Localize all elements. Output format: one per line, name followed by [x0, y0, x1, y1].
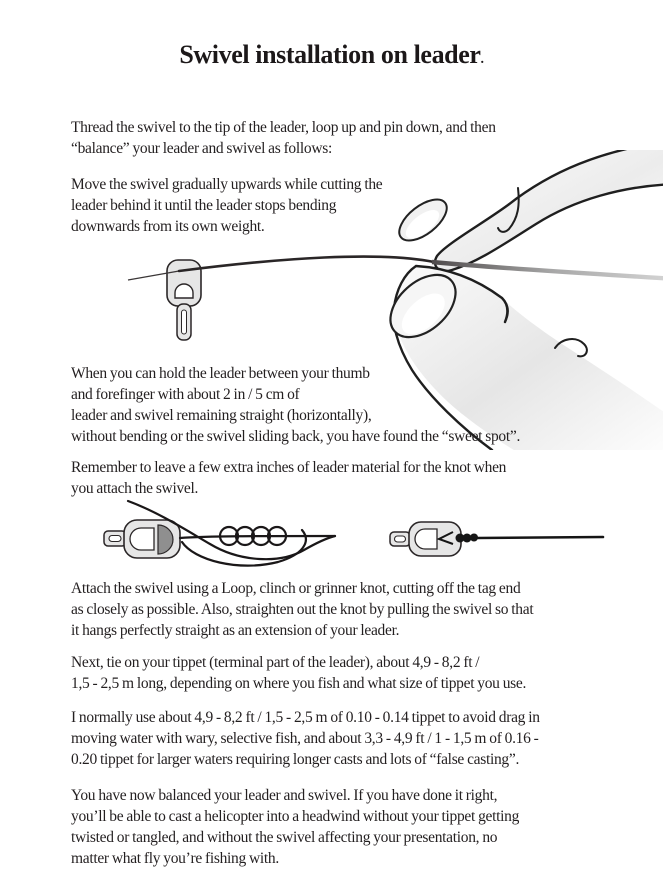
text-line: You have now balanced your leader and swivel. If you have done it right,	[71, 787, 498, 804]
figure-clinch-knot	[98, 498, 343, 583]
page-title	[0, 40, 663, 70]
text-line: “balance” your leader and swivel as follows:	[71, 140, 332, 157]
swivel-horizontal	[390, 522, 461, 556]
paragraph-remember	[71, 457, 506, 499]
paragraph-tippet	[71, 652, 526, 694]
text-line: leader and swivel remaining straight (horizontally),	[71, 407, 372, 424]
text-line: Move the swivel gradually upwards while cutting the	[71, 176, 383, 193]
text-line: moving water with wary, selective fish, and about 3,3 - 4,9 ft / 1 - 1,5 m of 0.16 -	[71, 730, 539, 747]
text-line: you’ll be able to cast a helicopter into a headwind without your tippet getting	[71, 808, 520, 825]
knot-blob	[456, 534, 479, 543]
text-line: Next, tie on your tippet (terminal part of the leader), about 4,9 - 8,2 ft /	[71, 654, 480, 671]
figure-finished-knot	[385, 512, 610, 567]
forefinger-nail	[392, 192, 453, 249]
leader-line-main	[179, 257, 434, 271]
text-line: Thread the swivel to the tip of the leader, loop up and pin down, and then	[71, 119, 496, 136]
text-line: 1,5 - 2,5 m long, depending on where you fish and what size of tippet you use.	[71, 675, 527, 692]
text-line: and forefinger with about 2 in / 5 cm of	[71, 386, 300, 403]
text-line: matter what fly you’re fishing with.	[71, 850, 279, 867]
text-line: it hangs perfectly straight as an extension of your leader.	[71, 622, 400, 639]
swivel-horizontal	[104, 520, 180, 558]
text-line: I normally use about 4,9 - 8,2 ft / 1,5 - 2,5 m of 0.10 - 0.14 tippet to avoid drag in	[71, 709, 540, 726]
text-line: Remember to leave a few extra inches of leader material for the knot when	[71, 459, 507, 476]
text-line: leader behind it until the leader stops bending	[71, 197, 337, 214]
text-line: 0.20 tippet for larger waters requiring longer casts and lots of “false casting”.	[71, 751, 520, 768]
text-line: downwards from its own weight.	[71, 218, 265, 235]
page-title-text: Swivel installation on leader	[179, 40, 481, 69]
paragraph-normally	[71, 707, 540, 770]
text-line: as closely as possible. Also, straighten out the knot by pulling the swivel so that	[71, 601, 534, 618]
text-line: When you can hold the leader between your thumb	[71, 365, 370, 382]
paragraph-balanced	[71, 785, 519, 869]
paragraph-attach	[71, 578, 533, 641]
forefinger	[435, 150, 663, 271]
leader-straight-line	[477, 537, 603, 538]
page-title-period: .	[480, 52, 484, 67]
text-line: twisted or tangled, and without the swivel affecting your presentation, no	[71, 829, 498, 846]
text-line: without bending or the swivel sliding back, you have found the “sweet spot”.	[71, 428, 521, 445]
text-line: Attach the swivel using a Loop, clinch or grinner knot, cutting off the tag end	[71, 580, 521, 597]
paragraph-hold	[71, 363, 520, 447]
text-line: you attach the swivel.	[71, 480, 199, 497]
